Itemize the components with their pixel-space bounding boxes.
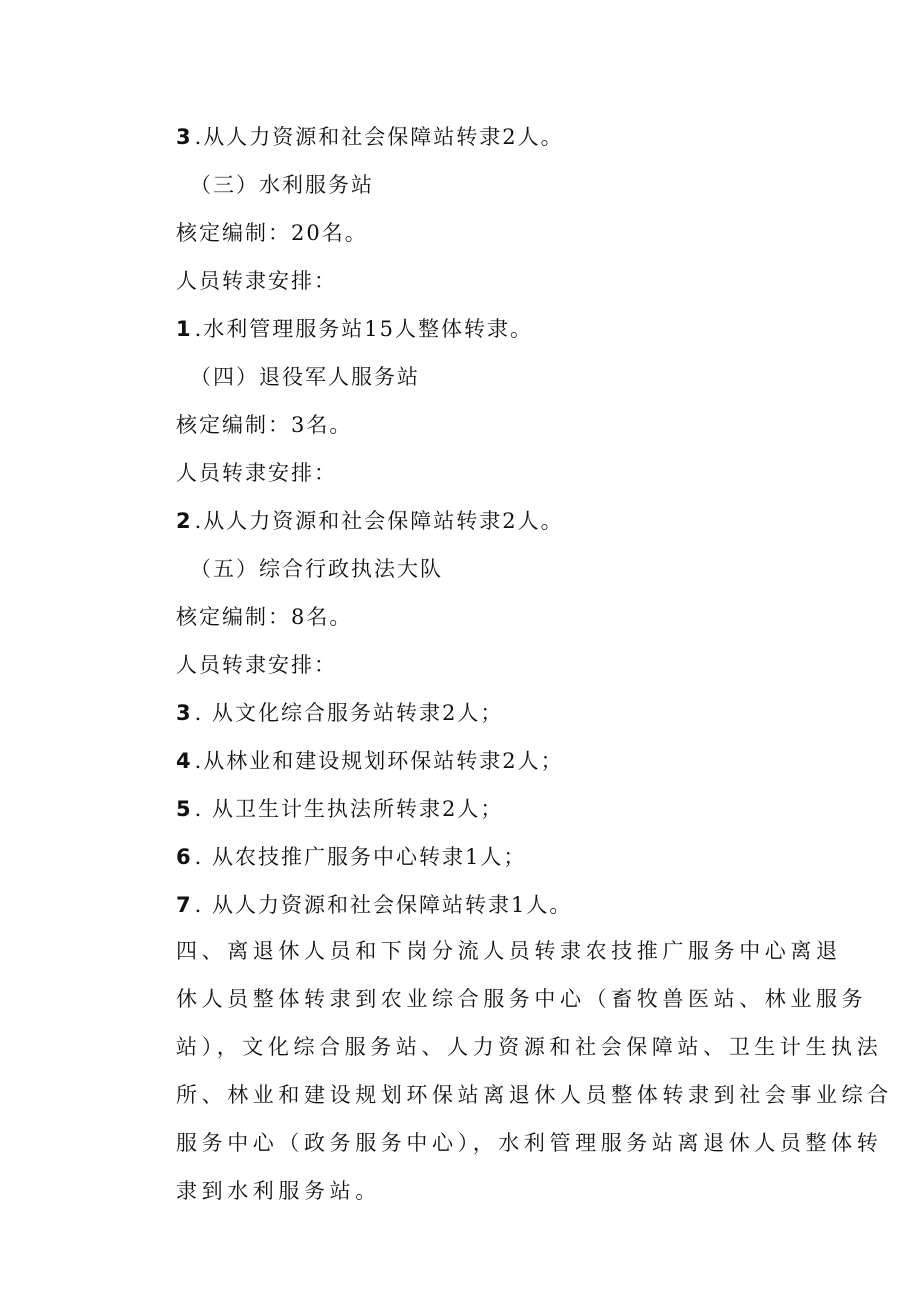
item-number: 1 (176, 317, 193, 341)
item-text: . 从农技推广服务中心转隶1人； (194, 845, 527, 869)
section-heading (190, 170, 374, 200)
list-item (176, 794, 503, 824)
item-number: 3 (176, 125, 193, 149)
quota-line (176, 410, 352, 440)
transfer-heading-text: 人员转隶安排： (176, 269, 337, 293)
section-heading-text: （五）综合行政执法大队 (190, 557, 443, 581)
quota-line (176, 602, 352, 632)
paragraph-line (176, 1080, 893, 1110)
paragraph-line-text: 所、林业和建设规划环保站离退休人员整体转隶到社会事业综合 (176, 1083, 893, 1107)
paragraph-line (176, 1128, 882, 1158)
transfer-heading (176, 458, 337, 488)
transfer-heading (176, 266, 337, 296)
list-item (176, 746, 564, 776)
transfer-heading-text: 人员转隶安排： (176, 653, 337, 677)
quota-text: 核定编制：20名。 (176, 221, 368, 245)
item-number: 7 (176, 893, 193, 917)
paragraph-line-text: 站），文化综合服务站、人力资源和社会保障站、卫生计生执法 (176, 1035, 883, 1059)
paragraph-line-text: 隶到水利服务站。 (176, 1179, 381, 1203)
item-text: .从人力资源和社会保障站转隶2人。 (194, 509, 564, 533)
item-text: . 从卫生计生执法所转隶2人； (194, 797, 504, 821)
item-text: . 从人力资源和社会保障站转隶1人。 (194, 893, 573, 917)
item-number: 2 (176, 509, 193, 533)
list-item (176, 842, 526, 872)
paragraph-line-text: 服务中心（政务服务中心），水利管理服务站离退休人员整体转 (176, 1131, 883, 1155)
paragraph-line (176, 1176, 381, 1206)
transfer-heading-text: 人员转隶安排： (176, 461, 337, 485)
item-text: .从人力资源和社会保障站转隶2人。 (194, 125, 564, 149)
section-heading (190, 554, 443, 584)
section-heading (190, 362, 420, 392)
paragraph-line (176, 984, 867, 1014)
item-text: . 从文化综合服务站转隶2人； (194, 701, 504, 725)
paragraph-line (176, 1032, 882, 1062)
item-number: 4 (176, 749, 193, 773)
item-text: .从林业和建设规划环保站转隶2人； (194, 749, 564, 773)
paragraph-line-text: 休人员整体转隶到农业综合服务中心（畜牧兽医站、林业服务 (176, 987, 868, 1011)
section-heading-text: （三）水利服务站 (190, 173, 374, 197)
item-number: 5 (176, 797, 193, 821)
quota-text: 核定编制：8名。 (176, 605, 353, 629)
list-item (176, 890, 572, 920)
quota-text: 核定编制：3名。 (176, 413, 353, 437)
list-item (176, 122, 564, 152)
item-text: .水利管理服务站15人整体转隶。 (194, 317, 534, 341)
list-item (176, 698, 503, 728)
item-number: 6 (176, 845, 193, 869)
list-item (176, 314, 533, 344)
section-heading-text: （四）退役军人服务站 (190, 365, 420, 389)
paragraph-line-text: 四、离退休人员和下岗分流人员转隶农技推广服务中心离退 (176, 939, 842, 963)
item-number: 3 (176, 701, 193, 725)
quota-line (176, 218, 368, 248)
paragraph-line (176, 936, 842, 966)
list-item (176, 506, 564, 536)
transfer-heading (176, 650, 337, 680)
